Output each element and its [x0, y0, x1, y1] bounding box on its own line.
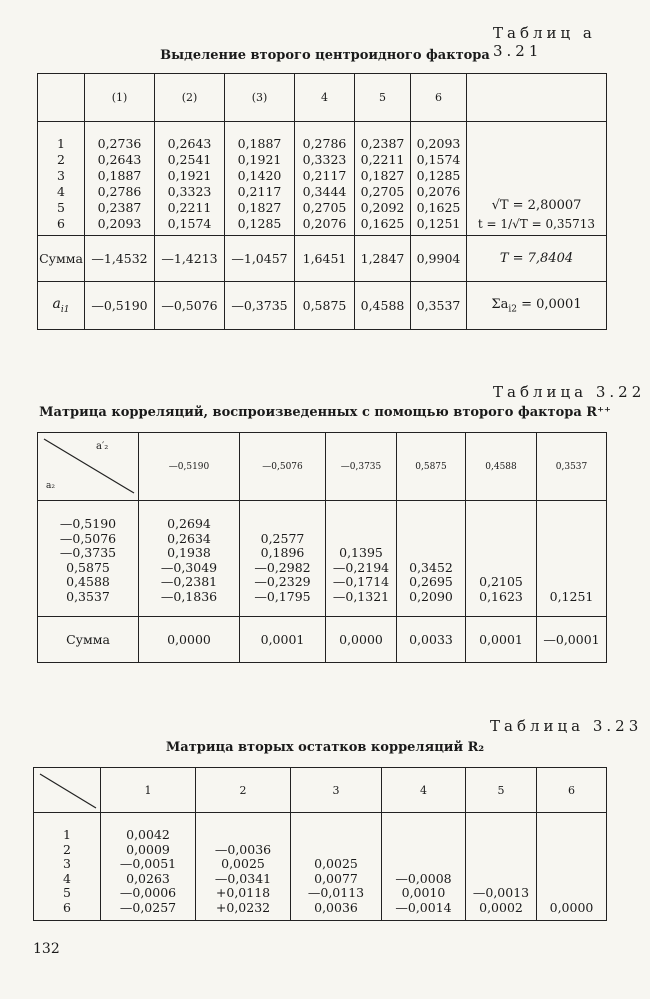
table-cell: 0,2076 — [302, 216, 347, 231]
a-sum-note — [467, 282, 607, 330]
sigma-subscript: i2 — [508, 304, 517, 315]
table-cell — [537, 561, 606, 576]
a-subscript: i1 — [60, 304, 70, 315]
row-labels — [34, 813, 101, 921]
table-cell: —0,0113 — [307, 885, 365, 900]
col-header: 1 — [101, 768, 196, 813]
table-cell — [537, 828, 606, 843]
table-cell: +0,0232 — [215, 899, 271, 915]
table-cell: 0,2541 — [167, 152, 212, 167]
row-labels — [38, 122, 85, 236]
col-header: 0,4588 — [466, 433, 537, 501]
table-cell: 0,3323 — [302, 152, 347, 167]
sum-value: 0,9904 — [411, 236, 467, 282]
data-column — [155, 122, 225, 236]
table-cell — [466, 561, 536, 576]
col-header: 4 — [382, 768, 466, 813]
table-cell — [466, 843, 536, 858]
table-cell: 0,1827 — [360, 168, 405, 183]
a-value: 0,4588 — [355, 282, 411, 330]
table-cell: 0,2694 — [167, 516, 211, 531]
data-column — [537, 813, 607, 921]
table-cell: —0,2381 — [160, 574, 218, 589]
table-cell: 0,2105 — [479, 574, 523, 589]
table-cell — [466, 828, 536, 843]
table-cell — [537, 575, 606, 590]
data-column — [139, 501, 240, 617]
table-cell: 0,1938 — [167, 545, 211, 560]
table-cell — [326, 532, 396, 547]
a-value: 0,3537 — [411, 282, 467, 330]
sum-value: 1,6451 — [295, 236, 355, 282]
data-column — [85, 122, 155, 236]
row-label: 6 — [63, 899, 71, 915]
table-cell: 0,1574 — [167, 216, 212, 231]
col-header: 4 — [295, 74, 355, 122]
a-label — [38, 282, 85, 330]
table-cell: —0,0013 — [472, 885, 530, 900]
col-header: (2) — [155, 74, 225, 122]
sum-value: 0,0001 — [240, 617, 326, 663]
table-cell: —0,2329 — [254, 574, 311, 589]
row-label: 2 — [63, 841, 71, 857]
table-3-23 — [33, 767, 607, 921]
table-cell — [397, 532, 465, 547]
table-cell — [537, 857, 606, 872]
col-header: 6 — [411, 74, 467, 122]
table-cell: 0,3444 — [302, 184, 347, 199]
note-cell — [467, 122, 607, 236]
table-cell: 0,1625 — [360, 216, 405, 231]
diagonal-line — [34, 768, 100, 813]
table-cell: —0,0341 — [214, 870, 272, 886]
table-cell: 0,0002 — [479, 899, 523, 915]
col-header: (1) — [85, 74, 155, 122]
table-cell: 0,2786 — [302, 136, 347, 151]
sum-value: —1,4213 — [155, 236, 225, 282]
row-label: 5 — [63, 885, 71, 900]
sum-value: 0,0001 — [466, 617, 537, 663]
table-cell — [240, 517, 325, 532]
row-label: —0,5076 — [59, 530, 117, 546]
table-cell — [382, 843, 465, 858]
table-cell: 0,1251 — [549, 588, 594, 604]
row-label: 3 — [57, 168, 65, 183]
col-header: —0,3735 — [326, 433, 397, 501]
sqrt-t-note: √T = 2,80007 — [491, 198, 582, 213]
table-title-3-23: Матрица вторых остатков корреляций R₂ — [165, 740, 485, 755]
table-cell: +0,0118 — [215, 885, 271, 900]
row-label: 4 — [57, 184, 65, 199]
data-column — [196, 813, 291, 921]
table-cell: 0,1420 — [237, 168, 282, 183]
table-cell: —0,0008 — [395, 870, 452, 886]
page-number: 132 — [33, 941, 60, 957]
data-column — [291, 813, 382, 921]
table-cell: 0,0036 — [314, 899, 358, 915]
table-cell: —0,1795 — [254, 588, 311, 604]
row-label: 0,4588 — [66, 574, 110, 589]
col-header: 2 — [196, 768, 291, 813]
corner-top-label: a′₂ — [96, 441, 109, 452]
sum-value: 0,0033 — [397, 617, 466, 663]
corner-cell — [38, 433, 139, 501]
a-letter: a — [52, 296, 61, 313]
note-header — [467, 74, 607, 122]
a-value: 0,5875 — [295, 282, 355, 330]
table-cell: 0,2076 — [416, 184, 461, 199]
table-cell: 0,0009 — [126, 841, 170, 857]
table-cell: 0,1285 — [416, 168, 461, 183]
table-cell: —0,2982 — [254, 559, 311, 575]
col-header: 6 — [537, 768, 607, 813]
table-cell: 0,0025 — [221, 856, 265, 871]
table-cell: 0,1887 — [97, 168, 142, 183]
table-cell: 0,2695 — [409, 574, 453, 589]
data-column — [382, 813, 466, 921]
col-header: 3 — [291, 768, 382, 813]
a-value: —0,3735 — [225, 282, 295, 330]
table-cell: 0,1921 — [237, 152, 282, 167]
table-cell: —0,2194 — [332, 559, 390, 575]
table-cell: 0,0010 — [401, 885, 446, 900]
table-cell — [382, 828, 465, 843]
sum-value: —1,4532 — [85, 236, 155, 282]
table-cell — [537, 546, 606, 561]
table-title-3-21: Выделение второго центроидного фактора — [160, 48, 490, 63]
col-header: 5 — [355, 74, 411, 122]
table-cell: 0,2705 — [360, 184, 405, 199]
col-header: 5 — [466, 768, 537, 813]
row-label: 6 — [57, 216, 65, 231]
sum-label: Сумма — [38, 617, 139, 663]
table-cell — [537, 872, 606, 887]
table-cell: 0,1574 — [416, 152, 461, 167]
table-cell: —0,0014 — [395, 899, 452, 915]
table-title-3-22: Матрица корреляций, воспроизведенных с помощью второго фактора R⁺⁺ — [39, 405, 611, 420]
sum-label: Сумма — [38, 236, 85, 282]
table-label-3-22: Таблица 3.22 — [493, 383, 646, 401]
table-cell: 0,2736 — [97, 136, 142, 151]
table-cell — [466, 546, 536, 561]
table-cell: 0,2643 — [167, 136, 212, 151]
data-column — [295, 122, 355, 236]
table-cell — [537, 843, 606, 858]
table-cell: 0,2643 — [97, 152, 142, 167]
corner-cell — [38, 74, 85, 122]
data-column — [466, 813, 537, 921]
sum-value: —1,0457 — [225, 236, 295, 282]
data-column — [355, 122, 411, 236]
table-cell: 0,0263 — [126, 870, 170, 886]
t-note: t = 1/√T = 0,35713 — [477, 217, 596, 231]
col-header: —0,5190 — [139, 433, 240, 501]
row-label: 0,5875 — [66, 559, 110, 575]
table-label-3-21: Таблиц а 3.21 — [493, 24, 596, 60]
table-cell: 0,1921 — [167, 168, 212, 183]
data-column — [101, 813, 196, 921]
table-cell: —0,1714 — [332, 574, 390, 589]
table-cell — [196, 828, 290, 843]
table-cell: —0,0051 — [119, 856, 177, 871]
table-cell — [537, 886, 606, 901]
corner-cell — [34, 768, 101, 813]
sigma-value: = 0,0001 — [516, 296, 582, 312]
table-cell: —0,0006 — [119, 885, 177, 900]
data-column — [466, 501, 537, 617]
table-cell: 0,1887 — [237, 136, 282, 151]
table-cell: —0,0257 — [119, 899, 177, 915]
table-cell: 0,2211 — [360, 152, 405, 167]
table-cell: 0,2577 — [260, 530, 305, 546]
table-cell: 0,2117 — [237, 184, 282, 199]
table-cell — [326, 517, 396, 532]
col-header: —0,5076 — [240, 433, 326, 501]
sum-note: T = 7,8404 — [467, 236, 607, 282]
data-column — [326, 501, 397, 617]
sum-value: 1,2847 — [355, 236, 411, 282]
table-cell: 0,2634 — [167, 530, 211, 546]
table-3-22 — [37, 432, 607, 663]
table-cell: 0,1896 — [260, 545, 305, 560]
table-3-21 — [37, 73, 607, 330]
data-column — [397, 501, 466, 617]
col-header: (3) — [225, 74, 295, 122]
data-column — [225, 122, 295, 236]
table-cell: 0,1623 — [479, 588, 523, 604]
col-header: 0,3537 — [537, 433, 607, 501]
table-cell: 0,0025 — [314, 856, 358, 871]
table-cell: 0,1251 — [416, 216, 461, 231]
corner-bottom-label: a₂ — [46, 481, 55, 491]
sum-value: 0,0000 — [139, 617, 240, 663]
row-labels — [38, 501, 139, 617]
sum-value: 0,0000 — [326, 617, 397, 663]
table-cell: 0,2092 — [360, 200, 405, 215]
table-cell: 0,1285 — [237, 216, 282, 231]
table-cell: 0,2090 — [409, 588, 453, 604]
table-cell: 0,2705 — [302, 200, 347, 215]
data-column — [411, 122, 467, 236]
row-label: 0,3537 — [66, 588, 110, 604]
row-label: 3 — [63, 856, 71, 871]
table-cell — [397, 546, 465, 561]
table-cell: 0,1827 — [237, 200, 282, 215]
table-cell: 0,2093 — [416, 136, 461, 151]
table-cell — [382, 857, 465, 872]
row-label: —0,5190 — [59, 516, 117, 531]
table-label-3-23: Таблица 3.23 — [490, 717, 643, 735]
sigma-a: Σa — [491, 296, 509, 312]
table-cell: 0,2117 — [302, 168, 347, 183]
col-header: 0,5875 — [397, 433, 466, 501]
table-cell — [537, 532, 606, 547]
table-cell: 0,3452 — [409, 559, 453, 575]
table-cell: —0,0036 — [214, 841, 272, 857]
table-cell: 0,1625 — [416, 200, 461, 215]
row-label: 1 — [57, 136, 65, 151]
table-cell: 0,2786 — [97, 184, 142, 199]
table-cell — [466, 517, 536, 532]
table-cell: 0,0000 — [549, 899, 594, 915]
data-column — [537, 501, 607, 617]
a-value: —0,5076 — [155, 282, 225, 330]
table-cell: —0,1321 — [332, 588, 390, 604]
row-label: 2 — [57, 152, 65, 167]
table-cell: 0,2093 — [97, 216, 142, 231]
table-cell — [537, 517, 606, 532]
table-cell — [397, 517, 465, 532]
data-column — [240, 501, 326, 617]
row-label: —0,3735 — [59, 545, 117, 560]
table-cell: 0,0077 — [314, 870, 358, 886]
table-cell — [466, 532, 536, 547]
table-cell — [466, 872, 536, 887]
sum-value: —0,0001 — [537, 617, 607, 663]
row-label: 5 — [57, 200, 65, 215]
table-cell — [291, 843, 381, 858]
table-cell: 0,2387 — [360, 136, 405, 151]
table-cell: —0,3049 — [160, 559, 218, 575]
table-cell: 0,2211 — [167, 200, 212, 215]
row-label: 4 — [63, 870, 71, 886]
table-cell — [466, 857, 536, 872]
row-label: 1 — [63, 827, 71, 842]
table-cell: 0,0042 — [126, 827, 170, 842]
a-value: —0,5190 — [85, 282, 155, 330]
table-cell: 0,2387 — [97, 200, 142, 215]
table-cell: 0,3323 — [167, 184, 212, 199]
table-cell — [291, 828, 381, 843]
table-cell: 0,1395 — [339, 545, 383, 560]
table-cell: —0,1836 — [160, 588, 218, 604]
